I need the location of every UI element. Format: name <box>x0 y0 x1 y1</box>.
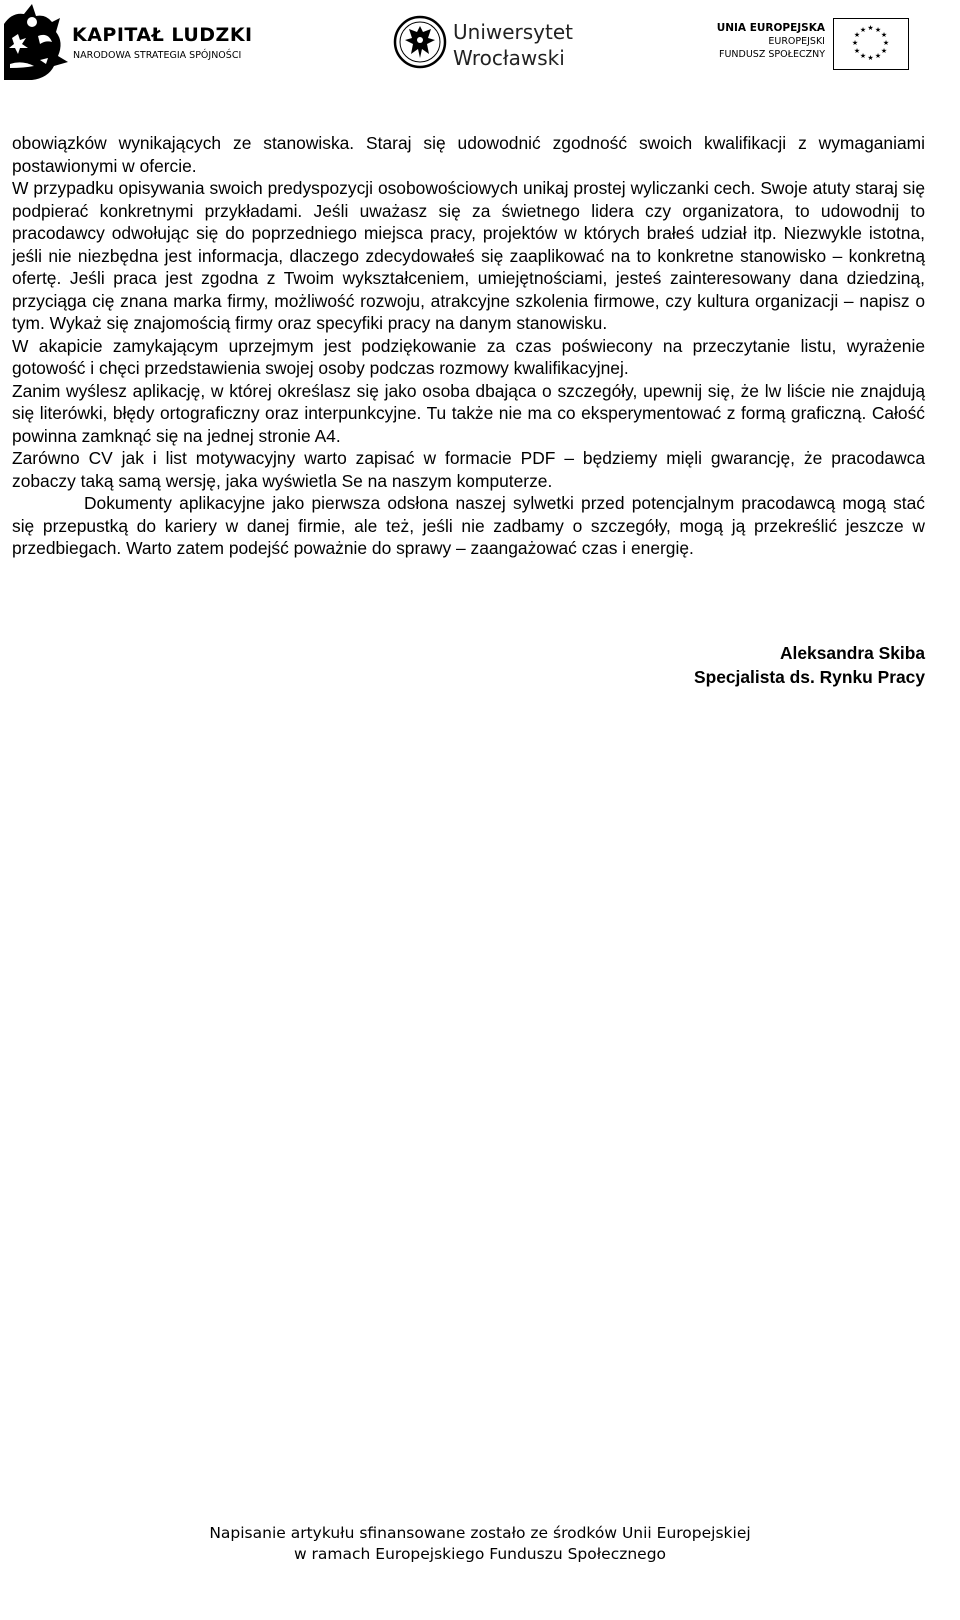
svg-text:★: ★ <box>853 31 861 39</box>
paragraph-6: Dokumenty aplikacyjne jako pierwsza odsłona naszej sylwetki przed potencjalnym pracodawcą mogą stać się przepustką do kariery w danej firmie, ale też, jeśli nie zadbamy o szczegóły, mogą ją przekreślić jeszcze w przedbiegach. Warto zatem podejść poważnie do sprawy – zaangażować czas i energię. <box>12 493 925 558</box>
university-name-line1: Uniwersytet <box>453 20 573 44</box>
svg-text:★: ★ <box>880 47 888 55</box>
eu-stars-icon <box>834 19 907 68</box>
svg-text:★: ★ <box>880 31 888 39</box>
svg-text:★: ★ <box>874 26 882 34</box>
header <box>0 0 960 90</box>
kapital-ludzki-emblem-icon <box>2 2 72 82</box>
svg-text:★: ★ <box>874 52 882 60</box>
paragraph-1: obowiązków wynikających ze stanowiska. Staraj się udowodnić zgodność swoich kwalifikacji z wymaganiami postawionymi w ofercie. <box>12 133 925 176</box>
eu-name: UNIA EUROPEJSKA <box>716 22 825 34</box>
eu-flag <box>833 18 909 70</box>
footer-line-1: Napisanie artykułu sfinansowane zostało ze środków Unii Europejskiej <box>209 1524 751 1542</box>
author-role: Specjalista ds. Rynku Pracy <box>693 667 925 687</box>
svg-text:★: ★ <box>853 47 861 55</box>
kapital-ludzki-title: KAPITAŁ LUDZKI <box>72 24 253 46</box>
eu-logo <box>700 14 945 74</box>
eu-text-block <box>717 22 825 61</box>
svg-text:★: ★ <box>859 26 867 34</box>
footer-line-2: w ramach Europejskiego Funduszu Społecznego <box>293 1545 667 1563</box>
university-name-line2: Wrocławski <box>453 46 565 70</box>
svg-text:★: ★ <box>867 24 874 32</box>
university-logo <box>393 14 593 74</box>
signature <box>694 641 925 689</box>
svg-text:★: ★ <box>859 52 867 60</box>
author-name: Aleksandra Skiba <box>780 643 925 663</box>
eu-fund-line2: FUNDUSZ SPOŁECZNY <box>719 49 825 60</box>
svg-text:★: ★ <box>851 39 859 47</box>
paragraph-4: Zanim wyślesz aplikację, w której określasz się jako osoba dbająca o szczegóły, upewnij się, że lw liście nie znajdują się literówki, błędy ortograficzny oraz interpunkcyjne. Tu także nie ma co eksperymentować z formą graficzną. Całość powinna zamknąć się na jednej stronie A4. <box>12 380 925 446</box>
paragraph-5: Zarówno CV jak i list motywacyjny warto zapisać w formacie PDF – będziemy mięli gwarancję, że pracodawca zobaczy taką samą wersję, jaka wyświetla Se na naszym komputerze. <box>12 448 925 491</box>
paragraph-3: W akapicie zamykającym uprzejmym jest podziękowanie za czas poświecony na przeczytanie listu, wyrażenie gotowość i chęci przedstawienia swojej osoby podczas rozmowy kwalifikacyjnej. <box>12 335 925 378</box>
university-eagle-seal-icon <box>393 14 449 74</box>
kapital-ludzki-subtitle: NARODOWA STRATEGIA SPÓJNOŚCI <box>73 50 242 61</box>
kapital-ludzki-logo <box>2 2 262 82</box>
funding-footer <box>0 1523 960 1565</box>
article-body <box>12 132 925 560</box>
svg-text:★: ★ <box>867 54 874 62</box>
paragraph-2: W przypadku opisywania swoich predyspozycji osobowościowych unikaj prostej wyliczanki cech. Swoje atuty staraj się podpierać konkretnymi przykładami. Jeśli uważasz się za świetnego lidera czy organizatora, to udowodnij to pracodawcy odwołując się do poprzedniego miejsca pracy, projektów w których brałeś udział itp. Niezwykle istotna, jeśli nie niezbędna jest informacja, dlaczego zdecydowałeś się zaaplikować na to konkretne stanowisko – konkretną ofertę. Jeśli praca jest zgodna z Twoim wykształceniem, umiejętnościami, jesteś zainteresowany dana dziedziną, przyciąga cię znana marka firmy, możliwość rozwoju, atrakcyjne szkolenia firmowe, czy kultura organizacji – napisz o tym. Wykaż się znajomością firmy oraz specyfiki pracy na danym stanowisku. <box>12 178 925 333</box>
eu-fund-line1: EUROPEJSKI <box>768 36 825 47</box>
svg-text:★: ★ <box>882 39 890 47</box>
